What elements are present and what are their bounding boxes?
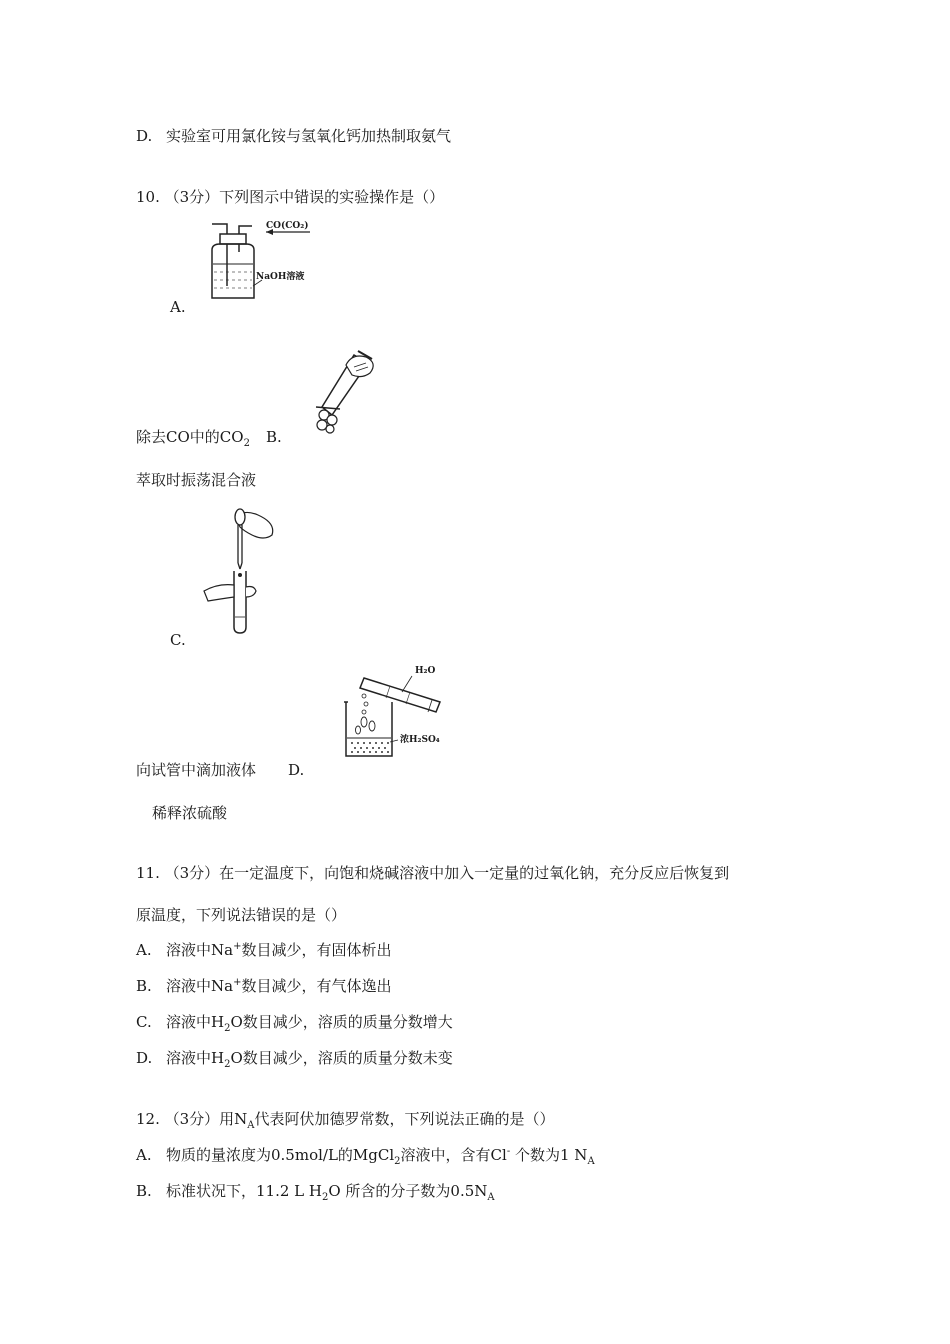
q12-option-a: A. 物质的量浓度为0.5mol/L的MgCl$_2$溶液中，含有Cl- 个数为1 $N_A$ [136, 1146, 595, 1167]
figure-d-water-label: H₂O [415, 666, 436, 676]
q9-option-d [136, 126, 451, 146]
figure-a-liquid-label: NaOH溶液 [256, 272, 305, 282]
q11-stem-line1: 11. （3分）在一定温度下，向饱和烧碱溶液中加入一定量的过氧化钠，充分反应后恢复到 [136, 864, 730, 882]
q10-option-c-letter: C. [170, 631, 186, 649]
q10-option-b-letter: B. [265, 428, 282, 446]
option-text: 实验室可用氯化铵与氢氧化钙加热制取氨气 [166, 127, 452, 145]
q10-option-a-letter: A. [170, 298, 186, 316]
figure-b-separatory-funnel [310, 345, 382, 435]
q11-stem-line2: 原温度，下列说法错误的是（） [136, 906, 347, 924]
q11-option-a: A. 溶液中Na+数目减少，有固体析出 [136, 941, 392, 959]
q10-option-a-caption: 除去CO中的$CO_2$ B. [136, 428, 282, 449]
figure-c-dropper-test-tube [200, 505, 280, 635]
q10-option-c-caption: 向试管中滴加液体 D. [136, 761, 305, 779]
q11-option-b: B. 溶液中Na+数目减少，有气体逸出 [136, 977, 392, 995]
q10-option-d-letter: D. [288, 761, 305, 779]
q12-stem: 12. （3分）用$N_A$代表阿伏加德罗常数，下列说法正确的是（） [136, 1110, 555, 1131]
q12-option-b: B. 标准状况下，11.2 L $H_2O$ 所含的分子数为$0.5N_A$ [136, 1182, 495, 1203]
q10-option-b-caption: 萃取时振荡混合液 [136, 471, 257, 489]
figure-d-dilute-sulfuric-acid [340, 662, 450, 762]
q11-option-c: C. 溶液中$H_2O$数目减少，溶质的质量分数增大 [136, 1013, 453, 1034]
q11-option-d: D. 溶液中$H_2O$数目减少，溶质的质量分数未变 [136, 1049, 453, 1070]
figure-d-acid-label: 浓H₂SO₄ [400, 735, 440, 745]
q10-option-d-caption: 稀释浓硫酸 [152, 804, 228, 822]
figure-a-gas-washing-bottle [200, 220, 320, 305]
option-letter: D. [136, 127, 153, 145]
q10-stem: 10. （3分）下列图示中错误的实验操作是（） [136, 188, 445, 206]
figure-a-gas-label: CO(CO₂) [266, 221, 309, 231]
